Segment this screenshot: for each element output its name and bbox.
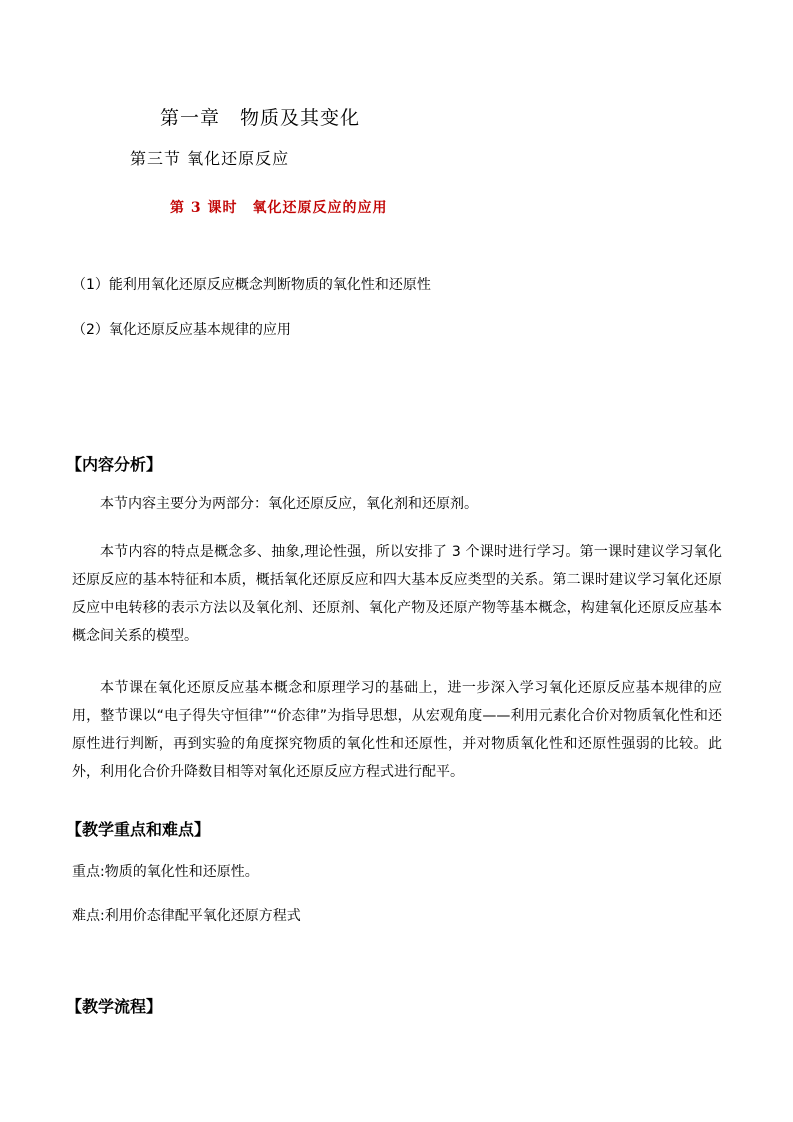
content-paragraph: 本节内容的特点是概念多、抽象,理论性强，所以安排了 3 个课时进行学习。第一课时建议学习氧化还原反应的基本特征和本质，概括氧化还原反应和四大基本反应类型的关系。第二课时建议学习氧化还原反应中电转移的表示方法以及氧化剂、还原剂、氧化产物及还原产物等基本概念，构建氧化还原反应基本概念间关系的模型。 xyxy=(72,544,722,644)
lesson-title: 第 3 课时 氧化还原反应的应用 xyxy=(170,200,388,216)
objective-item: （2）氧化还原反应基本规律的应用 xyxy=(72,322,291,338)
content-paragraph: 本节内容主要分为两部分：氧化还原反应，氧化剂和还原剂。 xyxy=(100,496,478,512)
difficulty-text: 难点:利用价态律配平氧化还原方程式 xyxy=(72,908,301,924)
content-analysis-heading: 【内容分析】 xyxy=(66,455,163,474)
process-heading: 【教学流程】 xyxy=(66,997,163,1016)
objective-item: （1）能利用氧化还原反应概念判断物质的氧化性和还原性 xyxy=(72,277,431,293)
section-title: 第三节 氧化还原反应 xyxy=(130,149,290,168)
chapter-title: 第一章 物质及其变化 xyxy=(160,107,361,129)
key-points-heading: 【教学重点和难点】 xyxy=(66,820,211,839)
content-paragraph: 本节课在氧化还原反应基本概念和原理学习的基础上，进一步深入学习氧化还原反应基本规律的应用，整节课以“电子得失守恒律”“价态律”为指导思想，从宏观角度——利用元素化合价对物质氧化性和还原性进行判断，再到实验的角度探究物质的氧化性和还原性，并对物质氧化性和还原性强弱的比较。此外，利用化合价升降数目相等对氧化还原反应方程式进行配平。 xyxy=(72,680,722,780)
focus-text: 重点:物质的氧化性和还原性。 xyxy=(72,864,259,880)
